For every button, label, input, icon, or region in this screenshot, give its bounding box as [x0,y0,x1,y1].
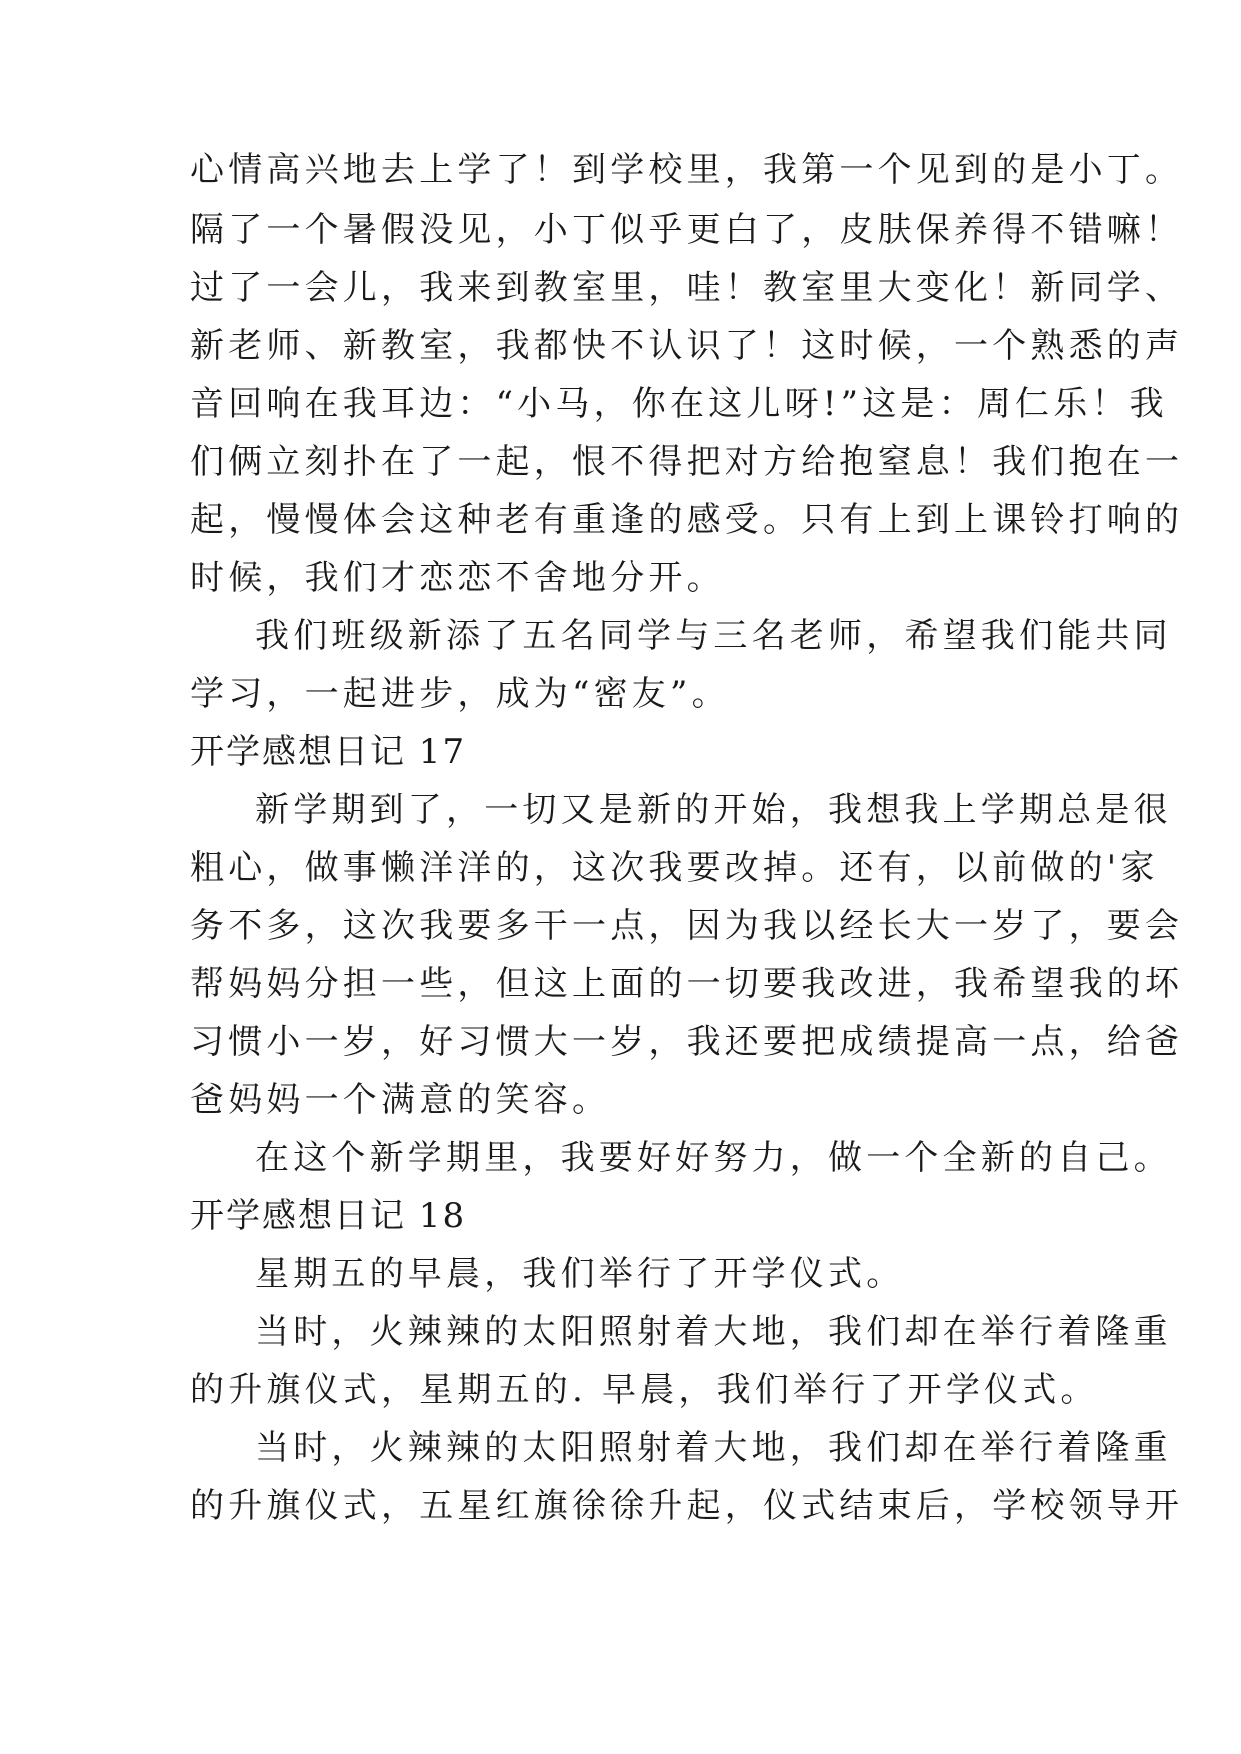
paragraph-line: 新老师、新教室，我都快不认识了！这时候，一个熟悉的声 [190,326,1184,366]
section-heading: 开学感想日记 17 [190,732,467,772]
paragraph-line: 隔了一个暑假没见，小丁似乎更白了，皮肤保养得不错嘛！ [190,210,1184,250]
paragraph-line: 过了一会儿，我来到教室里，哇！教室里大变化！新同学、 [190,268,1184,308]
paragraph-line: 当时，火辣辣的太阳照射着大地，我们却在举行着隆重 [255,1312,1172,1352]
paragraph-line: 我们班级新添了五名同学与三名老师，希望我们能共同 [255,616,1172,656]
paragraph-line: 帮妈妈分担一些，但这上面的一切要我改进，我希望我的坏 [190,964,1184,1004]
paragraph-line: 爸妈妈一个满意的笑容。 [190,1080,611,1120]
paragraph-line: 的升旗仪式，星期五的. 早晨，我们举行了开学仪式。 [190,1370,1099,1410]
paragraph-line: 粗心，做事懒洋洋的，这次我要改掉。还有，以前做的'家 [190,848,1159,888]
paragraph-line: 务不多，这次我要多干一点，因为我以经长大一岁了，要会 [190,906,1184,946]
paragraph-line: 时候，我们才恋恋不舍地分开。 [190,558,725,598]
section-heading: 开学感想日记 18 [190,1196,467,1236]
paragraph-line: 新学期到了，一切又是新的开始，我想我上学期总是很 [255,790,1172,830]
paragraph-line: 们俩立刻扑在了一起，恨不得把对方给抱窒息！我们抱在一 [190,442,1184,482]
paragraph-line: 星期五的早晨，我们举行了开学仪式。 [255,1254,905,1294]
paragraph-line: 当时，火辣辣的太阳照射着大地，我们却在举行着隆重 [255,1428,1172,1468]
paragraph-line: 心情高兴地去上学了！到学校里，我第一个见到的是小丁。 [190,150,1184,190]
paragraph-line: 起，慢慢体会这种老有重逢的感受。只有上到上课铃打响的 [190,500,1184,540]
paragraph-line: 学习，一起进步，成为“密友”。 [190,674,730,714]
paragraph-line: 音回响在我耳边：“小马，你在这儿呀!”这是：周仁乐！我 [190,384,1168,424]
paragraph-line: 的升旗仪式，五星红旗徐徐升起，仪式结束后，学校领导开 [190,1486,1184,1526]
paragraph-line: 习惯小一岁，好习惯大一岁，我还要把成绩提高一点，给爸 [190,1022,1184,1062]
paragraph-line: 在这个新学期里，我要好好努力，做一个全新的自己。 [255,1138,1172,1178]
